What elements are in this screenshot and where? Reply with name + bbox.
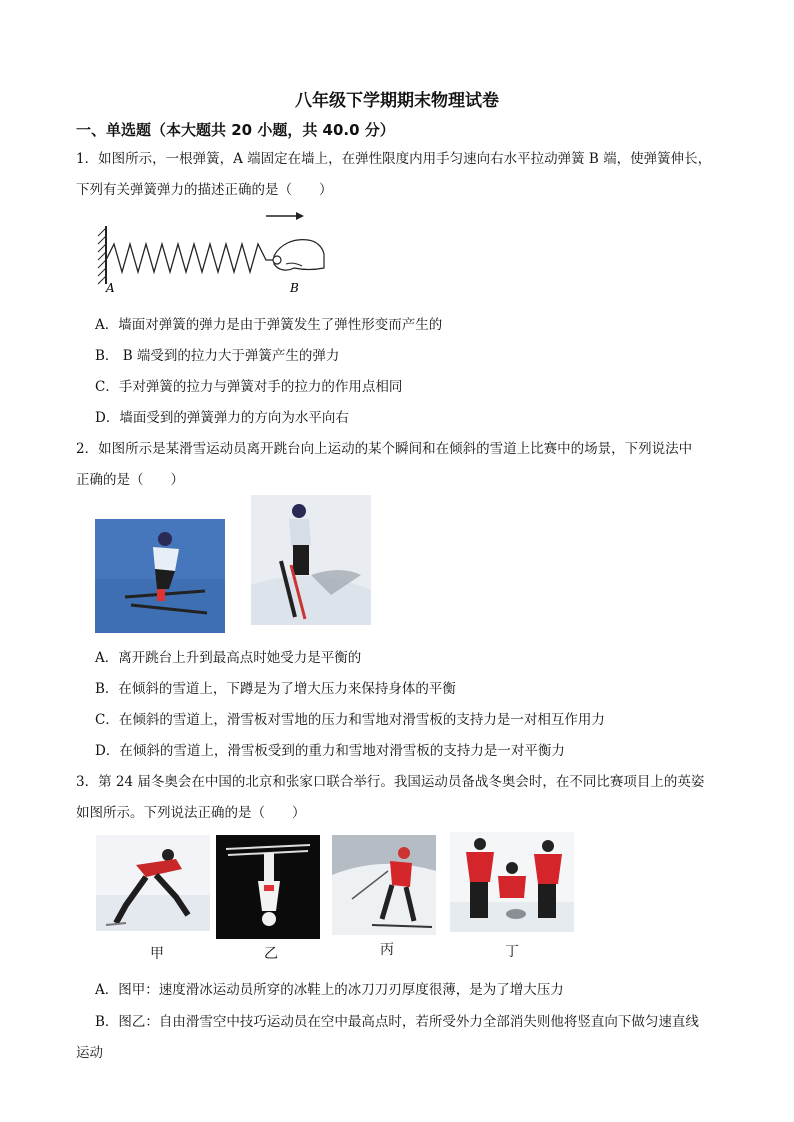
- cross-country-skier-photo: [332, 835, 436, 935]
- q2-option-b: B．在倾斜的雪道上，下蹲是为了增大压力来保持身体的平衡: [95, 681, 456, 697]
- q1-option-b: B． B 端受到的拉力大于弹簧产生的弹力: [95, 348, 340, 364]
- q3-option-b-line1: B．图乙：自由滑雪空中技巧运动员在空中最高点时，若所受外力全部消失则他将竖直向下做匀速直线: [95, 1014, 699, 1030]
- aerial-skier-photo: [216, 835, 320, 939]
- q2-option-a: A．离开跳台上升到最高点时她受力是平衡的: [95, 650, 362, 666]
- section-heading: 一、单选题（本大题共 20 小题，共 40.0 分）: [76, 121, 395, 139]
- skier-slope-photo: [251, 495, 371, 625]
- q1-option-a: A．墙面对弹簧的弹力是由于弹簧发生了弹性形变而产生的: [95, 317, 443, 333]
- q3-option-b-line2: 运动: [76, 1045, 103, 1061]
- q3-stem-line1: 3．第 24 届冬奥会在中国的北京和张家口联合举行。我国运动员备战冬奥会时，在不同比赛项目上的英姿: [76, 774, 705, 790]
- spring-label-a: A: [106, 281, 115, 295]
- speed-skater-photo: [96, 835, 210, 931]
- q1-option-d: D．墙面受到的弹簧弹力的方向为水平向右: [95, 410, 349, 426]
- caption-yi: 乙: [264, 946, 278, 962]
- q1-option-c: C．手对弹簧的拉力与弹簧对手的拉力的作用点相同: [95, 379, 403, 395]
- q2-option-d: D．在倾斜的雪道上，滑雪板受到的重力和雪地对滑雪板的支持力是一对平衡力: [95, 743, 565, 759]
- curling-team-photo: [450, 832, 574, 932]
- caption-bing: 丙: [380, 942, 394, 958]
- caption-ding: 丁: [505, 944, 519, 960]
- q1-stem-line2: 下列有关弹簧弹力的描述正确的是（ ）: [76, 182, 333, 198]
- q3-option-a: A．图甲：速度滑冰运动员所穿的冰鞋上的冰刀刀刃厚度很薄，是为了增大压力: [95, 982, 564, 998]
- caption-jia: 甲: [150, 946, 164, 962]
- q2-stem-line1: 2．如图所示是某滑雪运动员离开跳台向上运动的某个瞬间和在倾斜的雪道上比赛中的场景，下列说法中: [76, 441, 693, 457]
- q3-stem-line2: 如图所示。下列说法正确的是（ ）: [76, 805, 306, 821]
- spring-label-b: B: [290, 281, 299, 295]
- q2-stem-line2: 正确的是（ ）: [76, 472, 184, 488]
- skier-jump-photo: [95, 519, 225, 633]
- spring-figure: [94, 208, 334, 300]
- q1-stem-line1: 1．如图所示，一根弹簧，A 端固定在墙上，在弹性限度内用手匀速向右水平拉动弹簧 B 端，使弹簧伸长，: [76, 151, 712, 167]
- exam-title: 八年级下学期期末物理试卷: [295, 91, 499, 111]
- q2-option-c: C．在倾斜的雪道上，滑雪板对雪地的压力和雪地对滑雪板的支持力是一对相互作用力: [95, 712, 605, 728]
